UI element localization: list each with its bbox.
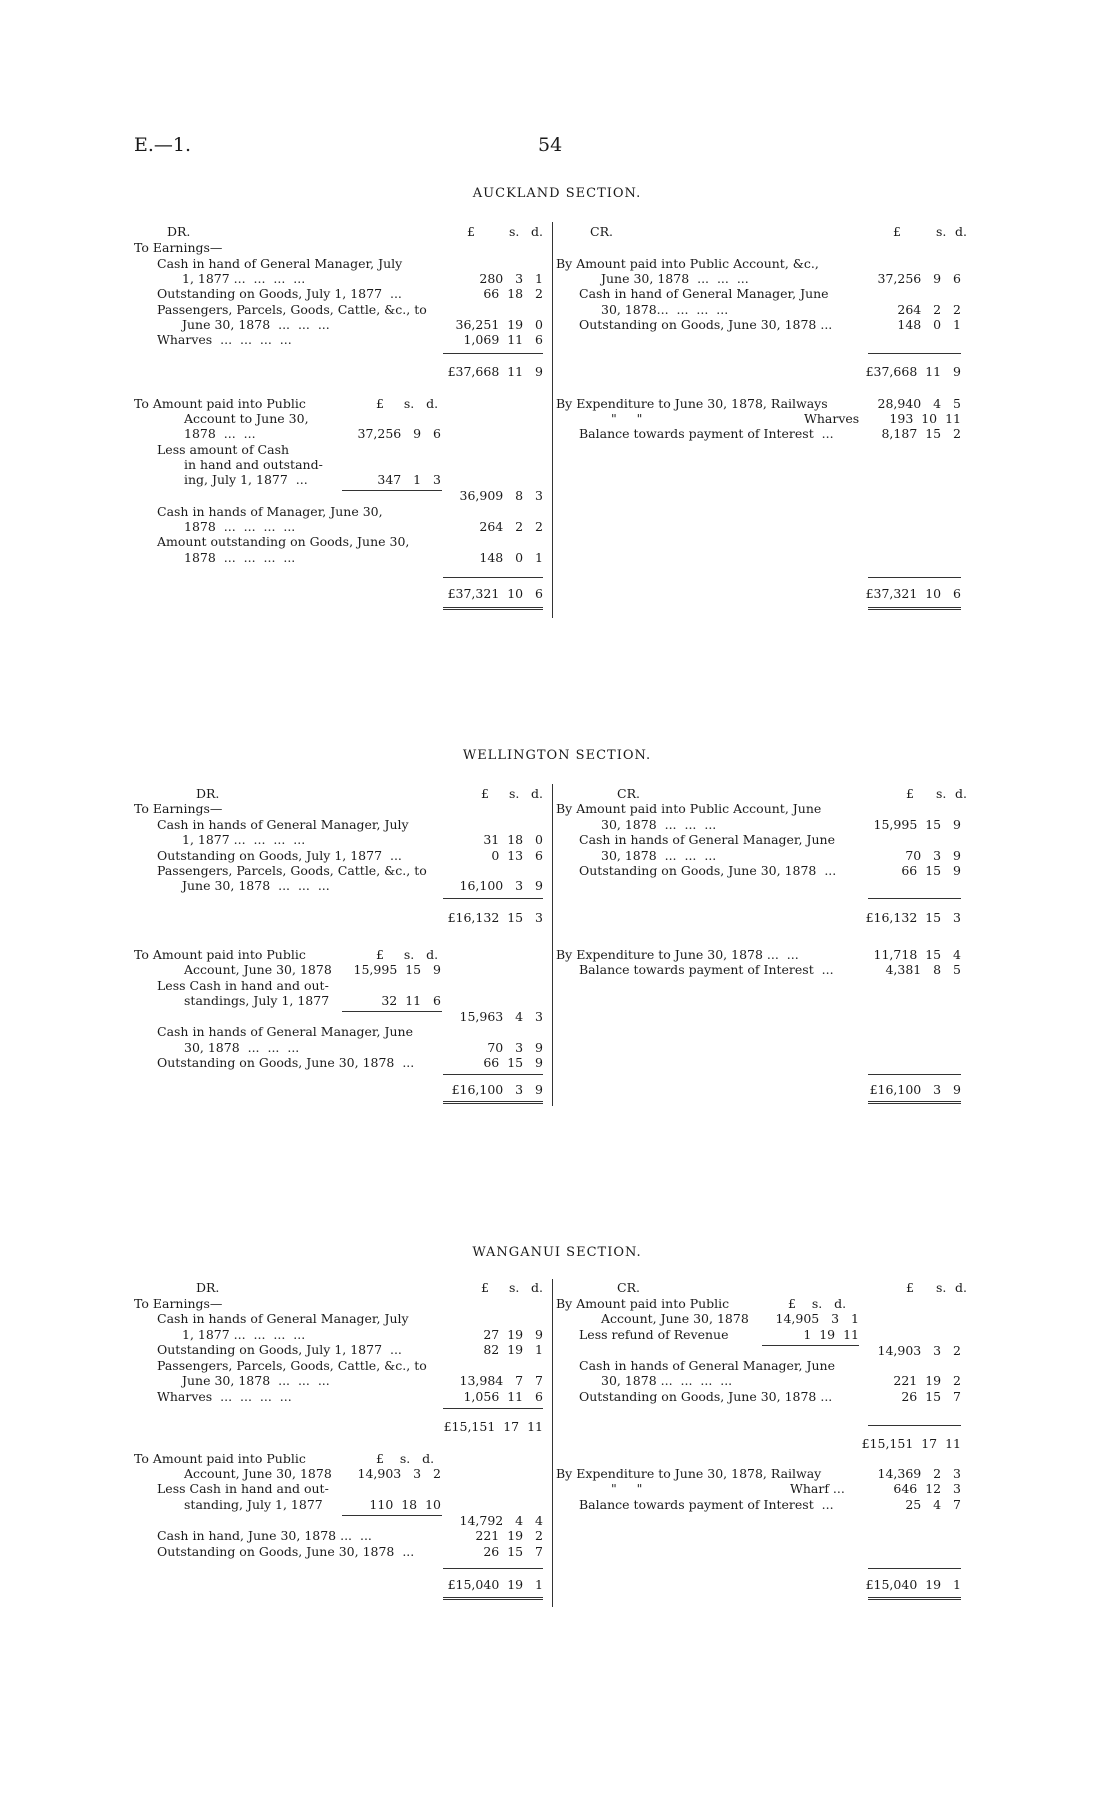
ledger-entry: Outstanding on Goods, June 30, 1878 ... xyxy=(579,863,837,878)
ledger-entry: 1878 ... ... ... ... xyxy=(184,550,296,565)
ledger-entry: 1, 1877 ... ... ... ... xyxy=(182,1327,306,1342)
credit-heading: CR. xyxy=(617,786,640,801)
total-amount: £16,132 15 3 xyxy=(865,910,961,925)
amount: 37,256 9 6 xyxy=(357,426,441,441)
earnings-label: To Earnings— xyxy=(134,1296,223,1311)
ledger-entry: By Amount paid into Public xyxy=(556,1296,730,1311)
ledger-entry: By Expenditure to June 30, 1878, Railway xyxy=(556,1466,822,1481)
amount: 148 0 1 xyxy=(479,550,543,565)
ledger-entry: Cash in hands of Manager, June 30, xyxy=(157,504,383,519)
pence-header: d. xyxy=(955,224,967,239)
total-amount: £37,668 11 9 xyxy=(865,364,961,379)
amount: 15,995 15 9 xyxy=(353,962,441,977)
double-rule xyxy=(868,1101,961,1104)
amount: 66 18 2 xyxy=(483,286,543,301)
amount: 26 15 7 xyxy=(483,1544,543,1559)
ledger-entry: Less refund of Revenue xyxy=(579,1327,729,1342)
total-amount: £15,040 19 1 xyxy=(447,1577,543,1592)
amount: 37,256 9 6 xyxy=(877,271,961,286)
rule xyxy=(868,353,961,354)
ledger-entry: 30, 1878 ... ... ... ... xyxy=(601,1373,733,1388)
column-divider xyxy=(552,1279,553,1607)
double-rule xyxy=(868,1597,961,1600)
report-code: E.—1. xyxy=(134,134,192,156)
rule xyxy=(868,1425,961,1426)
ledger-entry: Passengers, Parcels, Goods, Cattle, &c., to xyxy=(157,302,427,317)
rule xyxy=(868,1568,961,1569)
amount: 646 12 3 xyxy=(893,1481,961,1496)
ledger-entry: 1, 1877 ... ... ... ... xyxy=(182,832,306,847)
ditto-marks: " " xyxy=(611,411,643,426)
column-divider xyxy=(552,222,553,618)
ledger-entry: Cash in hands of General Manager, June xyxy=(157,1024,413,1039)
ledger-entry: To Amount paid into Public xyxy=(134,396,306,411)
ledger-entry: Cash in hand of General Manager, June xyxy=(579,286,829,301)
amount: 110 18 10 xyxy=(369,1497,441,1512)
credit-heading: CR. xyxy=(617,1280,640,1295)
amount: 14,369 2 3 xyxy=(877,1466,961,1481)
amount: 14,905 3 1 xyxy=(775,1311,859,1326)
debit-heading: DR. xyxy=(196,1280,220,1295)
amount: 31 18 0 xyxy=(483,832,543,847)
ledger-entry: Wharves ... ... ... ... xyxy=(157,1389,292,1404)
debit-heading: DR. xyxy=(167,224,191,239)
amount: 264 2 2 xyxy=(479,519,543,534)
ledger-entry: June 30, 1878 ... ... ... xyxy=(182,1373,330,1388)
ledger-entry: Less amount of Cash xyxy=(157,442,290,457)
amount: 15,995 15 9 xyxy=(873,817,961,832)
amount: 14,903 3 2 xyxy=(357,1466,441,1481)
amount: 28,940 4 5 xyxy=(877,396,961,411)
rule xyxy=(443,1408,543,1409)
ledger-entry: June 30, 1878 ... ... ... xyxy=(601,271,749,286)
ledger-entry: Less Cash in hand and out- xyxy=(157,978,329,993)
ledger-entry: Outstanding on Goods, June 30, 1878 ... xyxy=(157,1055,415,1070)
shilling-header: s. xyxy=(936,786,947,801)
double-rule xyxy=(443,1597,543,1600)
amount: 1,069 11 6 xyxy=(463,332,543,347)
amount: 13,984 7 7 xyxy=(459,1373,543,1388)
pound-header: £ xyxy=(481,1280,489,1295)
rule xyxy=(443,898,543,899)
ledger-entry: 30, 1878 ... ... ... xyxy=(601,848,717,863)
earnings-label: To Earnings— xyxy=(134,801,223,816)
ditto-marks: " " xyxy=(611,1481,643,1496)
ledger-entry: Account, June 30, 1878 xyxy=(184,1466,332,1481)
ledger-entry: To Amount paid into Public xyxy=(134,947,306,962)
amount: 221 19 2 xyxy=(893,1373,961,1388)
column-headers: £ s. d. xyxy=(376,1451,435,1466)
amount: 82 19 1 xyxy=(483,1342,543,1357)
section-title: AUCKLAND SECTION. xyxy=(472,186,642,201)
ledger-entry: To Amount paid into Public xyxy=(134,1451,306,1466)
amount: 70 3 9 xyxy=(905,848,961,863)
column-divider xyxy=(552,784,553,1106)
double-rule xyxy=(443,607,543,610)
ledger-entry: in hand and outstand- xyxy=(184,457,323,472)
amount: 27 19 9 xyxy=(483,1327,543,1342)
pence-header: d. xyxy=(955,1280,967,1295)
column-headers: £ s. d. xyxy=(788,1296,847,1311)
ledger-entry: Outstanding on Goods, June 30, 1878 ... xyxy=(157,1544,415,1559)
amount: 1,056 11 6 xyxy=(463,1389,543,1404)
ledger-entry: standing, July 1, 1877 xyxy=(184,1497,323,1512)
ledger-entry: Outstanding on Goods, July 1, 1877 ... xyxy=(157,286,402,301)
ledger-entry: Wharves xyxy=(804,411,860,426)
amount: 8,187 15 2 xyxy=(881,426,961,441)
rule xyxy=(443,353,543,354)
total-amount: £16,100 3 9 xyxy=(451,1082,543,1097)
ledger-entry: Passengers, Parcels, Goods, Cattle, &c., to xyxy=(157,1358,427,1373)
amount: 14,792 4 4 xyxy=(459,1513,543,1528)
ledger-entry: 1878 ... ... ... ... xyxy=(184,519,296,534)
rule xyxy=(868,577,961,578)
amount: 25 4 7 xyxy=(905,1497,961,1512)
ledger-entry: 1878 ... ... xyxy=(184,426,256,441)
ledger-entry: Cash in hand of General Manager, July xyxy=(157,256,403,271)
amount: 280 3 1 xyxy=(479,271,543,286)
total-amount: £15,040 19 1 xyxy=(865,1577,961,1592)
total-amount: £15,151 17 11 xyxy=(443,1419,543,1434)
amount: 1 19 11 xyxy=(803,1327,859,1342)
column-headers: £ s. d. xyxy=(376,396,439,411)
debit-heading: DR. xyxy=(196,786,220,801)
ledger-entry: Outstanding on Goods, June 30, 1878 ... xyxy=(579,317,833,332)
ledger-entry: 1, 1877 ... ... ... ... xyxy=(182,271,306,286)
ledger-entry: By Amount paid into Public Account, &c., xyxy=(556,256,819,271)
earnings-label: To Earnings— xyxy=(134,240,223,255)
pence-header: d. xyxy=(531,1280,543,1295)
ledger-entry: Cash in hands of General Manager, July xyxy=(157,817,409,832)
ledger-entry: 30, 1878 ... ... ... xyxy=(601,817,717,832)
total-amount: £37,321 10 6 xyxy=(865,586,961,601)
shilling-header: s. xyxy=(936,224,947,239)
amount: 70 3 9 xyxy=(487,1040,543,1055)
column-headers: £ s. d. xyxy=(376,947,439,962)
amount: 347 1 3 xyxy=(377,472,441,487)
ledger-entry: Account to June 30, xyxy=(184,411,309,426)
pound-header: £ xyxy=(893,224,901,239)
amount: 221 19 2 xyxy=(475,1528,543,1543)
ledger-entry: Outstanding on Goods, July 1, 1877 ... xyxy=(157,848,402,863)
shilling-header: s. xyxy=(936,1280,947,1295)
total-amount: £16,132 15 3 xyxy=(447,910,543,925)
section-title: WANGANUI SECTION. xyxy=(472,1245,642,1260)
amount: 66 15 9 xyxy=(483,1055,543,1070)
amount: 148 0 1 xyxy=(897,317,961,332)
pound-header: £ xyxy=(467,224,475,239)
ledger-entry: Outstanding on Goods, June 30, 1878 ... xyxy=(579,1389,833,1404)
double-rule xyxy=(443,1101,543,1104)
ledger-entry: Cash in hands of General Manager, July xyxy=(157,1311,409,1326)
amount: 26 15 7 xyxy=(901,1389,961,1404)
rule xyxy=(443,1568,543,1569)
amount: 193 10 11 xyxy=(889,411,961,426)
ledger-entry: Less Cash in hand and out- xyxy=(157,1481,329,1496)
ledger-entry: Account, June 30, 1878 xyxy=(601,1311,749,1326)
rule xyxy=(443,577,543,578)
ledger-entry: Cash in hands of General Manager, June xyxy=(579,832,835,847)
ledger-entry: Wharves ... ... ... ... xyxy=(157,332,292,347)
ledger-entry: By Amount paid into Public Account, June xyxy=(556,801,822,816)
pence-header: d. xyxy=(531,786,543,801)
pence-header: d. xyxy=(955,786,967,801)
ledger-entry: June 30, 1878 ... ... ... xyxy=(182,317,330,332)
ledger-entry: Balance towards payment of Interest ... xyxy=(579,1497,834,1512)
ledger-entry: June 30, 1878 ... ... ... xyxy=(182,878,330,893)
ledger-entry: Wharf ... xyxy=(790,1481,845,1496)
ledger-entry: 30, 1878... ... ... ... xyxy=(601,302,729,317)
amount: 4,381 8 5 xyxy=(885,962,961,977)
amount: 66 15 9 xyxy=(901,863,961,878)
ledger-entry: Balance towards payment of Interest ... xyxy=(579,426,834,441)
ledger-entry: Cash in hands of General Manager, June xyxy=(579,1358,835,1373)
total-amount: £16,100 3 9 xyxy=(869,1082,961,1097)
ledger-entry: Amount outstanding on Goods, June 30, xyxy=(157,534,410,549)
ledger-entry: By Expenditure to June 30, 1878, Railways xyxy=(556,396,828,411)
double-rule xyxy=(868,607,961,610)
amount: 15,963 4 3 xyxy=(459,1009,543,1024)
ledger-entry: ing, July 1, 1877 ... xyxy=(184,472,308,487)
rule xyxy=(443,1074,543,1075)
amount: 16,100 3 9 xyxy=(459,878,543,893)
amount: 264 2 2 xyxy=(897,302,961,317)
shilling-header: s. xyxy=(509,1280,520,1295)
shilling-header: s. xyxy=(509,786,520,801)
rule xyxy=(868,898,961,899)
shilling-header: s. xyxy=(509,224,520,239)
amount: 36,909 8 3 xyxy=(459,488,543,503)
amount: 11,718 15 4 xyxy=(873,947,961,962)
section-title: WELLINGTON SECTION. xyxy=(462,748,652,763)
page-number: 54 xyxy=(538,134,563,156)
ledger-entry: standings, July 1, 1877 xyxy=(184,993,330,1008)
pence-header: d. xyxy=(531,224,543,239)
amount: 14,903 3 2 xyxy=(877,1343,961,1358)
total-amount: £37,668 11 9 xyxy=(447,364,543,379)
amount: 32 11 6 xyxy=(381,993,441,1008)
rule xyxy=(868,1074,961,1075)
total-amount: £37,321 10 6 xyxy=(447,586,543,601)
pound-header: £ xyxy=(906,786,914,801)
pound-header: £ xyxy=(481,786,489,801)
ledger-entry: Passengers, Parcels, Goods, Cattle, &c., to xyxy=(157,863,427,878)
ledger-entry: Account, June 30, 1878 xyxy=(184,962,332,977)
ledger-entry: Outstanding on Goods, July 1, 1877 ... xyxy=(157,1342,402,1357)
ledger-entry: 30, 1878 ... ... ... xyxy=(184,1040,300,1055)
amount: 36,251 19 0 xyxy=(455,317,543,332)
ledger-entry: By Expenditure to June 30, 1878 ... ... xyxy=(556,947,799,962)
pound-header: £ xyxy=(906,1280,914,1295)
amount: 0 13 6 xyxy=(491,848,543,863)
total-amount: £15,151 17 11 xyxy=(861,1436,961,1451)
credit-heading: CR. xyxy=(590,224,613,239)
ledger-entry: Balance towards payment of Interest ... xyxy=(579,962,834,977)
ledger-entry: Cash in hand, June 30, 1878 ... ... xyxy=(157,1528,372,1543)
